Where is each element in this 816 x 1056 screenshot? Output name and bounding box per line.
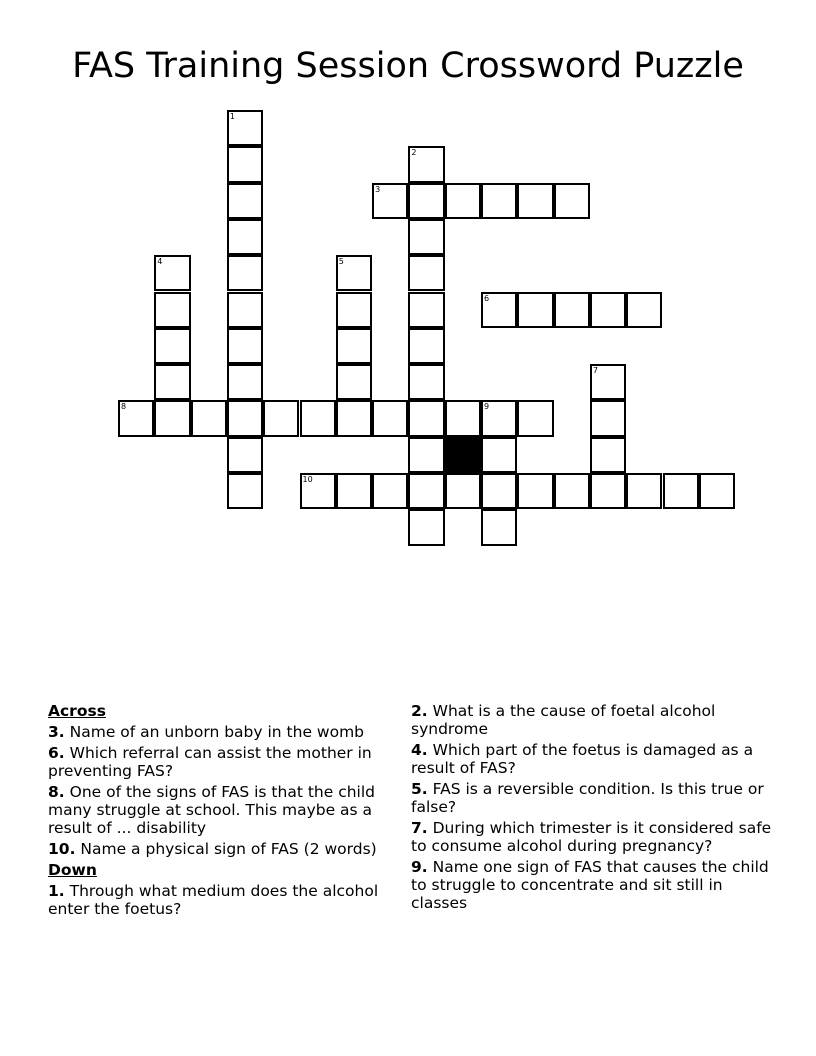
crossword-cell[interactable] xyxy=(481,292,517,328)
clue-down-5 xyxy=(411,780,781,816)
clue-text: Name a physical sign of FAS (2 words) xyxy=(80,840,377,858)
crossword-cell[interactable] xyxy=(481,183,517,219)
black-square xyxy=(445,437,481,473)
clue-text: Which referral can assist the mother in preventing FAS? xyxy=(48,744,372,780)
crossword-cell[interactable] xyxy=(481,473,517,509)
crossword-cell[interactable] xyxy=(517,292,553,328)
clue-number: 3. xyxy=(48,723,65,741)
crossword-cell[interactable] xyxy=(336,328,372,364)
crossword-cell[interactable] xyxy=(408,400,444,436)
clues-column-right xyxy=(411,702,781,915)
crossword-cell[interactable] xyxy=(336,255,372,291)
clue-text: FAS is a reversible condition. Is this true or false? xyxy=(411,780,764,816)
crossword-cell[interactable] xyxy=(590,292,626,328)
clue-number-label: 2 xyxy=(411,148,417,158)
crossword-cell[interactable] xyxy=(554,183,590,219)
crossword-cell[interactable] xyxy=(154,255,190,291)
crossword-cell[interactable] xyxy=(227,437,263,473)
clue-text: What is a the cause of foetal alcohol syndrome xyxy=(411,702,716,738)
crossword-cell[interactable] xyxy=(263,400,299,436)
clues-column-left xyxy=(48,702,408,921)
crossword-cell[interactable] xyxy=(118,400,154,436)
crossword-cell[interactable] xyxy=(554,473,590,509)
clue-text: Which part of the foetus is damaged as a result of FAS? xyxy=(411,741,754,777)
clue-across-6 xyxy=(48,744,408,780)
crossword-cell[interactable] xyxy=(336,292,372,328)
clue-number-label: 8 xyxy=(121,402,127,412)
crossword-cell[interactable] xyxy=(227,183,263,219)
clue-down-9 xyxy=(411,858,781,912)
crossword-cell[interactable] xyxy=(154,400,190,436)
clue-text: During which trimester is it considered safe to consume alcohol during pregnancy? xyxy=(411,819,772,855)
crossword-cell[interactable] xyxy=(663,473,699,509)
crossword-cell[interactable] xyxy=(227,364,263,400)
crossword-cell[interactable] xyxy=(699,473,735,509)
crossword-cell[interactable] xyxy=(590,364,626,400)
crossword-cell[interactable] xyxy=(517,400,553,436)
crossword-cell[interactable] xyxy=(154,328,190,364)
clue-number: 8. xyxy=(48,783,65,801)
crossword-cell[interactable] xyxy=(445,473,481,509)
crossword-cell[interactable] xyxy=(590,473,626,509)
crossword-cell[interactable] xyxy=(626,473,662,509)
clue-text: Name of an unborn baby in the womb xyxy=(69,723,365,741)
across-heading: Across xyxy=(48,702,106,720)
crossword-cell[interactable] xyxy=(445,400,481,436)
crossword-cell[interactable] xyxy=(227,473,263,509)
crossword-cell[interactable] xyxy=(372,183,408,219)
down-heading: Down xyxy=(48,861,97,879)
crossword-cell[interactable] xyxy=(227,292,263,328)
crossword-cell[interactable] xyxy=(408,146,444,182)
crossword-cell[interactable] xyxy=(372,473,408,509)
clue-number-label: 10 xyxy=(302,475,313,484)
crossword-cell[interactable] xyxy=(445,183,481,219)
clue-number-label: 4 xyxy=(157,257,163,267)
clue-number: 2. xyxy=(411,702,428,720)
crossword-cell[interactable] xyxy=(517,473,553,509)
crossword-cell[interactable] xyxy=(336,364,372,400)
crossword-cell[interactable] xyxy=(408,292,444,328)
crossword-cell[interactable] xyxy=(481,437,517,473)
crossword-cell[interactable] xyxy=(481,400,517,436)
crossword-cell[interactable] xyxy=(300,473,336,509)
crossword-cell[interactable] xyxy=(227,400,263,436)
crossword-cell[interactable] xyxy=(590,437,626,473)
clue-number-label: 9 xyxy=(484,402,490,412)
clue-down-4 xyxy=(411,741,781,777)
crossword-cell[interactable] xyxy=(227,219,263,255)
crossword-cell[interactable] xyxy=(481,509,517,545)
clue-number-label: 7 xyxy=(592,366,598,376)
crossword-cell[interactable] xyxy=(626,292,662,328)
crossword-cell[interactable] xyxy=(336,400,372,436)
clue-number: 4. xyxy=(411,741,428,759)
clue-down-7 xyxy=(411,819,781,855)
clue-text: One of the signs of FAS is that the child many struggle at school. This maybe as a result of ... disability xyxy=(48,783,375,837)
crossword-cell[interactable] xyxy=(408,473,444,509)
clue-text: Through what medium does the alcohol enter the foetus? xyxy=(48,882,379,918)
clue-across-8 xyxy=(48,783,408,837)
clue-number: 10. xyxy=(48,840,76,858)
crossword-cell[interactable] xyxy=(227,146,263,182)
crossword-cell[interactable] xyxy=(554,292,590,328)
crossword-cell[interactable] xyxy=(154,364,190,400)
crossword-cell[interactable] xyxy=(154,292,190,328)
crossword-cell[interactable] xyxy=(408,509,444,545)
puzzle-title: FAS Training Session Crossword Puzzle xyxy=(72,46,744,86)
clue-number-label: 3 xyxy=(375,184,381,194)
clue-down-2 xyxy=(411,702,781,738)
clue-across-3 xyxy=(48,723,408,741)
crossword-cell[interactable] xyxy=(191,400,227,436)
crossword-cell[interactable] xyxy=(408,437,444,473)
crossword-cell[interactable] xyxy=(227,110,263,146)
clue-number-label: 1 xyxy=(229,112,235,121)
clue-number: 9. xyxy=(411,858,428,876)
clue-number: 7. xyxy=(411,819,428,837)
crossword-cell[interactable] xyxy=(372,400,408,436)
crossword-cell[interactable] xyxy=(227,255,263,291)
clue-across-10 xyxy=(48,840,408,858)
crossword-cell[interactable] xyxy=(408,364,444,400)
crossword-cell[interactable] xyxy=(408,183,444,219)
clue-number-label: 5 xyxy=(338,257,344,267)
clue-number: 6. xyxy=(48,744,65,762)
crossword-cell[interactable] xyxy=(408,255,444,291)
crossword-cell[interactable] xyxy=(408,328,444,364)
clue-number: 1. xyxy=(48,882,65,900)
crossword-cell[interactable] xyxy=(517,183,553,219)
crossword-cell[interactable] xyxy=(336,473,372,509)
clue-number-label: 6 xyxy=(484,293,490,303)
clue-number: 5. xyxy=(411,780,428,798)
crossword-cell[interactable] xyxy=(590,400,626,436)
crossword-cell[interactable] xyxy=(227,328,263,364)
clue-down-1 xyxy=(48,882,408,918)
crossword-cell[interactable] xyxy=(300,400,336,436)
crossword-cell[interactable] xyxy=(408,219,444,255)
clue-text: Name one sign of FAS that causes the child to struggle to concentrate and sit still in classes xyxy=(411,858,769,912)
